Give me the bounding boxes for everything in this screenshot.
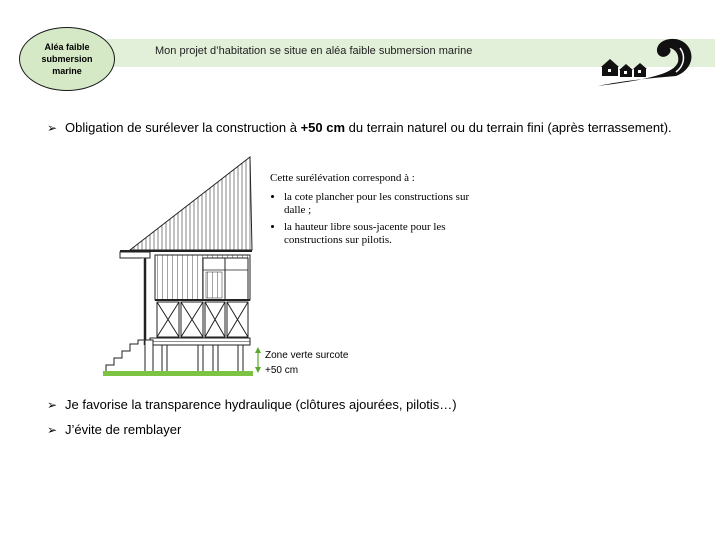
- bullet-text-suffix: du terrain naturel ou du terrain fini (après terrassement).: [345, 120, 672, 135]
- raised-house-illustration: [100, 155, 270, 380]
- height-label: +50 cm: [265, 365, 299, 376]
- arrow-bullet-icon: ➢: [47, 120, 58, 135]
- bullet-hydraulic-transparency: [47, 397, 457, 412]
- risk-badge-line: submersion: [41, 54, 93, 64]
- arrow-bullet-icon: ➢: [47, 422, 58, 437]
- risk-badge-line: Aléa faible: [44, 42, 90, 52]
- zone-label: Zone verte surcote: [265, 350, 349, 361]
- bullet-text-emphasis: +50 cm: [300, 120, 346, 135]
- risk-badge-line: marine: [52, 66, 82, 76]
- bullet-elevation-requirement: [47, 120, 672, 135]
- note-item: • la cote plancher pour les constructions sur dalle ;: [284, 191, 470, 217]
- note-item: • la hauteur libre sous-jacente pour les constructions sur pilotis.: [284, 221, 470, 247]
- elevation-annotation: [265, 348, 348, 378]
- page-title: Mon projet d’habitation se situe en aléa faible submersion marine: [155, 45, 473, 57]
- elevation-note: [270, 172, 470, 251]
- ground-line: [103, 371, 253, 376]
- arrow-bullet-icon: ➢: [47, 397, 58, 412]
- bullet-no-backfill: [47, 422, 181, 437]
- bullet-text: J’évite de remblayer: [65, 422, 182, 437]
- flood-wave-icon: [596, 36, 696, 88]
- note-intro: Cette surélévation correspond à :: [270, 172, 415, 184]
- bullet-text-prefix: Obligation de surélever la construction à: [65, 120, 301, 135]
- bullet-text: Je favorise la transparence hydraulique (clôtures ajourées, pilotis…): [65, 397, 457, 412]
- risk-level-badge: [19, 27, 115, 91]
- note-list: [270, 191, 470, 247]
